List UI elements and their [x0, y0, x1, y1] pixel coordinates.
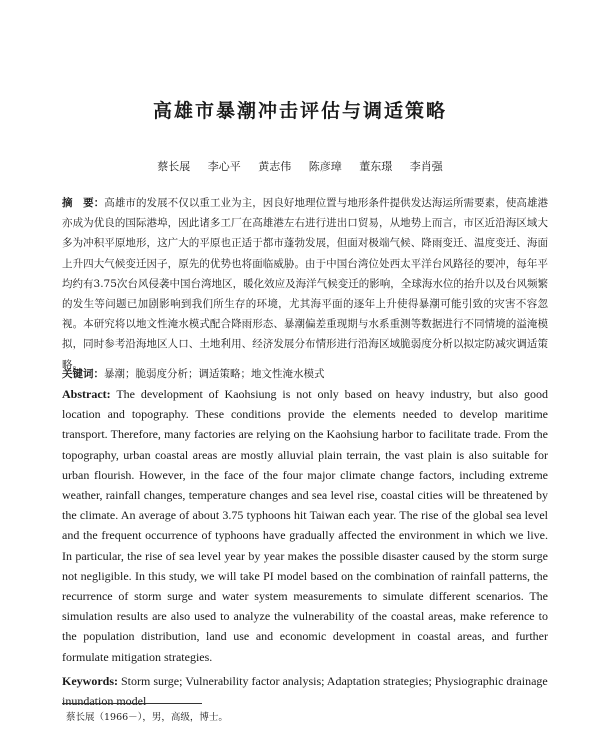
chinese-abstract	[62, 193, 548, 375]
paper-title: 高雄市暴潮冲击评估与调适策略	[152, 100, 447, 122]
english-abstract	[62, 384, 548, 667]
chinese-abstract-label: 摘 要：	[62, 197, 105, 209]
chinese-keywords-text: 暴潮；脆弱度分析；调适策略；地文性淹水模式	[104, 368, 325, 380]
chinese-abstract-text: 高雄市的发展不仅以重工业为主，因良好地理位置与地形条件提供发达海运所需要素，使高雄港亦成为优良的国际港埠，因此诸多工厂在高雄港左右进行进出口贸易，从地势上而言，市区近沿海区域大多为冲积平原地形，这广大的平原也正适于都市蓬勃发展，但面对极端气候、降雨变迁、温度变迁、海面上升四大气候变迁因子，原先的优势也将面临威胁。由于中国台湾位处西太平洋台风路径的要冲，每年平均约有3.75次台风侵袭中国台湾地区，暖化效应及海洋气候变迁的影响，全球海水位的抬升以及台风频繁的发生等问题已加剧影响到我们所生存的环境，尤其海平面的逐年上升使得暴潮可能引致的灾害不容忽视。本研究将以地文性淹水模式配合降雨形态、暴潮偏差重现期与水系重测等数据进行不同情境的溢淹模拟，同时参考沿海地区人口、土地利用、经济发展分布情形进行沿海区域脆弱度分析以拟定防减灾调适策略。	[62, 197, 549, 371]
english-keywords-label: Keywords:	[62, 674, 118, 688]
footnote-divider	[62, 703, 202, 704]
english-abstract-label: Abstract:	[62, 387, 111, 401]
author-list: 蔡长展 李心平 黄志伟 陈彦璋 董东璟 李肖强	[157, 160, 443, 173]
chinese-keywords	[62, 365, 548, 383]
english-keywords-text: Storm surge; Vulnerability factor analysis; Adaptation strategies; Physiographic drainage inundation model	[62, 674, 548, 708]
english-keywords	[62, 671, 548, 711]
author-footnote: 蔡长展（1966－），男，高级，博士。	[66, 712, 228, 723]
english-abstract-text: The development of Kaohsiung is not only based on heavy industry, but also good location and topography. These conditions provide the elements needed to develop maritime transport. Therefore, many factories are relying on the Kaohsiung harbor to facilitate trade. From the topography, urban coastal areas are mostly alluvial plain terrain, the vast plain is also suitable for urban flourish. However, in the face of the four major climate change factors, including extreme weather, rainfall changes, temperature changes and sea level rise, coastal cities will be threatened by the climate. An average of about 3.75 typhoons hit Taiwan each year. The rise of the global sea level and the frequent occurrence of typhoons have gradually affected the environment in which we live. In particular, the rise of sea level year by year makes the possible disaster caused by the storm surge not negligible. In this study, we will take PI model based on the combination of rainfall patterns, the recurrence of storm surge and water system measurements to simulate different scenarios. The simulation results are also used to analyze the vulnerability of the coastal areas, make reference to the population distribution, land use and economic development in coastal areas, and further formulate mitigation strategies.	[62, 387, 548, 664]
chinese-keywords-label: 关键词：	[62, 368, 104, 380]
